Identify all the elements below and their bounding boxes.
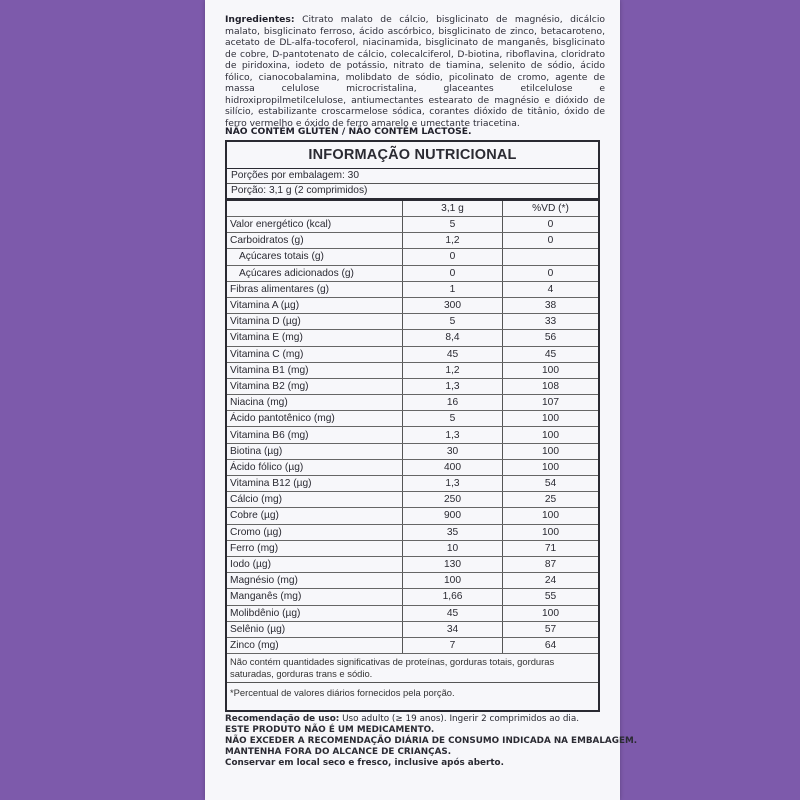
nutrient-amount: 34 (403, 621, 503, 637)
nutrient-name: Ácido pantotênico (mg) (227, 411, 403, 427)
nutrient-name: Iodo (µg) (227, 556, 403, 572)
table-row (227, 217, 598, 233)
daily-value-note: *Percentual de valores diários fornecidos pela porção. (230, 687, 455, 699)
nutrient-amount: 35 (403, 524, 503, 540)
nutrient-name: Cromo (µg) (227, 524, 403, 540)
nutrition-title: INFORMAÇÃO NUTRICIONAL (227, 142, 598, 169)
nutrient-amount: 0 (403, 265, 503, 281)
table-row (227, 540, 598, 556)
nutrient-amount: 130 (403, 556, 503, 572)
nutrient-name: Biotina (µg) (227, 443, 403, 459)
table-row (227, 508, 598, 524)
footer-text (225, 714, 638, 769)
nutrient-name: Vitamina E (mg) (227, 330, 403, 346)
nutrient-name: Ácido fólico (µg) (227, 459, 403, 475)
ingredients-text (225, 14, 605, 129)
nutrient-name: Vitamina B1 (mg) (227, 362, 403, 378)
nutrient-name: Vitamina B2 (mg) (227, 378, 403, 394)
nutrient-vd: 100 (503, 443, 599, 459)
nutrient-amount: 1,66 (403, 589, 503, 605)
nutrient-grid (227, 201, 598, 654)
nutrient-name: Cobre (µg) (227, 508, 403, 524)
nutrient-vd: 0 (503, 265, 599, 281)
nutrient-name: Ferro (mg) (227, 540, 403, 556)
nutrient-vd: 38 (503, 297, 599, 313)
nutrient-vd: 25 (503, 492, 599, 508)
nutrient-name: Valor energético (kcal) (227, 217, 403, 233)
table-row (227, 362, 598, 378)
nutrient-vd: 100 (503, 459, 599, 475)
table-row (227, 589, 598, 605)
nutrient-vd: 100 (503, 508, 599, 524)
table-row (227, 443, 598, 459)
nutrient-name: Cálcio (mg) (227, 492, 403, 508)
nutrient-name: Vitamina A (µg) (227, 297, 403, 313)
header-portion: 3,1 g (403, 201, 503, 217)
nutrient-vd: 107 (503, 395, 599, 411)
table-row (227, 233, 598, 249)
warning-not-medicine: ESTE PRODUTO NÃO É UM MEDICAMENTO. (225, 725, 435, 735)
nutrient-amount: 5 (403, 314, 503, 330)
nutrient-amount: 10 (403, 540, 503, 556)
warning-dosage: NÃO EXCEDER A RECOMENDAÇÃO DIÁRIA DE CONSUMO INDICADA NA EMBALAGEM. (225, 736, 638, 746)
nutrient-name: Niacina (mg) (227, 395, 403, 411)
ingredients-label: Ingredientes: (225, 14, 295, 25)
table-row (227, 524, 598, 540)
ingredients-list: Citrato malato de cálcio, bisglicinato de magnésio, dicálcio malato, bisglicinato ferroso, ácido ascórbico, bisglicinato de zinco, betacaroteno, acetato de DL-alfa-tocoferol, niacinamida, bisglicinato de manganês, bisglicinato de cobre, D-pantotenato de cálcio, colecalciferol, D-biotina, riboflavina, cloridrato de piridoxina, iodeto de potássio, nitrato de tiamina, selenito de sódio, ácido fólico, cianocobalamina, molibdato de sódio, picolinato de cromo, agente de massa celulose microcristalina, glaceantes etilcelulose e hidroxipropilmetilcelulose, antiumectantes estearato de magnésio e dióxido de silício, estabilizante croscarmelose sódica, corantes dióxido de titânio, óxido de ferro vermelho e óxido de ferro amarelo e umectante triacetina. (225, 14, 606, 129)
table-row (227, 265, 598, 281)
nutrient-vd: 56 (503, 330, 599, 346)
table-header-row (227, 201, 598, 217)
nutrient-amount: 300 (403, 297, 503, 313)
nutrient-amount: 5 (403, 217, 503, 233)
nutrient-name: Fibras alimentares (g) (227, 281, 403, 297)
nutrient-vd: 64 (503, 637, 599, 653)
nutrient-vd: 45 (503, 346, 599, 362)
table-row (227, 459, 598, 475)
table-row (227, 378, 598, 394)
servings-per-package: Porções por embalagem: 30 (227, 169, 598, 184)
table-row (227, 297, 598, 313)
nutrient-vd (503, 249, 599, 265)
nutrient-amount: 1,3 (403, 427, 503, 443)
nutrient-vd: 0 (503, 217, 599, 233)
nutrient-amount: 8,4 (403, 330, 503, 346)
nutrient-name: Magnésio (mg) (227, 573, 403, 589)
allergen-notice: NÃO CONTÉM GLÚTEN / NÃO CONTÉM LACTOSE. (225, 126, 472, 137)
nutrient-amount: 30 (403, 443, 503, 459)
nutrient-amount: 900 (403, 508, 503, 524)
nutrient-name: Vitamina B12 (µg) (227, 476, 403, 492)
nutrient-amount: 250 (403, 492, 503, 508)
nutrient-amount: 1,2 (403, 233, 503, 249)
recommendation-line (225, 714, 605, 725)
nutrient-name: Açúcares totais (g) (227, 249, 403, 265)
table-row (227, 346, 598, 362)
nutrient-vd: 0 (503, 233, 599, 249)
nutrient-amount: 7 (403, 637, 503, 653)
nutrient-vd: 100 (503, 524, 599, 540)
table-row (227, 330, 598, 346)
nutrient-amount: 0 (403, 249, 503, 265)
portion-size: Porção: 3,1 g (2 comprimidos) (227, 184, 598, 201)
nutrient-vd: 100 (503, 411, 599, 427)
header-vd: %VD (*) (503, 201, 599, 217)
nutrition-facts-table (225, 140, 600, 712)
table-row (227, 573, 598, 589)
nutrient-name: Molibdênio (µg) (227, 605, 403, 621)
nutrient-vd: 33 (503, 314, 599, 330)
nutrient-vd: 87 (503, 556, 599, 572)
table-row (227, 281, 598, 297)
nutrient-vd: 100 (503, 427, 599, 443)
warning-children: MANTENHA FORA DO ALCANCE DE CRIANÇAS. (225, 747, 452, 757)
nutrient-amount: 1 (403, 281, 503, 297)
nutrient-vd: 100 (503, 362, 599, 378)
nutrient-name: Vitamina D (µg) (227, 314, 403, 330)
nutrient-amount: 45 (403, 346, 503, 362)
nutrient-amount: 45 (403, 605, 503, 621)
table-row (227, 411, 598, 427)
recommendation-label: Recomendação de uso: (225, 714, 340, 724)
nutrient-amount: 1,3 (403, 378, 503, 394)
nutrient-name: Manganês (mg) (227, 589, 403, 605)
insignificant-note: Não contém quantidades significativas de proteínas, gorduras totais, gorduras saturadas, gorduras trans e sódio. (227, 654, 598, 683)
nutrient-amount: 1,3 (403, 476, 503, 492)
nutrient-vd: 108 (503, 378, 599, 394)
nutrient-vd: 100 (503, 605, 599, 621)
nutrient-amount: 1,2 (403, 362, 503, 378)
table-row (227, 556, 598, 572)
table-row (227, 605, 598, 621)
storage-instruction: Conservar em local seco e fresco, inclusive após aberto. (225, 758, 504, 768)
table-row (227, 637, 598, 653)
table-row (227, 249, 598, 265)
nutrient-vd: 57 (503, 621, 599, 637)
table-row (227, 427, 598, 443)
nutrient-vd: 54 (503, 476, 599, 492)
nutrient-vd: 24 (503, 573, 599, 589)
table-row (227, 395, 598, 411)
nutrient-name: Zinco (mg) (227, 637, 403, 653)
nutrient-amount: 100 (403, 573, 503, 589)
nutrient-name: Açúcares adicionados (g) (227, 265, 403, 281)
nutrient-name: Vitamina C (mg) (227, 346, 403, 362)
nutrient-vd: 4 (503, 281, 599, 297)
table-row (227, 492, 598, 508)
table-row (227, 621, 598, 637)
table-row (227, 476, 598, 492)
nutrient-name: Selênio (µg) (227, 621, 403, 637)
recommendation-text: Uso adulto (≥ 19 anos). Ingerir 2 comprimidos ao dia. (342, 714, 580, 724)
nutrient-amount: 5 (403, 411, 503, 427)
nutrient-amount: 16 (403, 395, 503, 411)
nutrient-name: Vitamina B6 (mg) (227, 427, 403, 443)
nutrient-vd: 55 (503, 589, 599, 605)
header-blank (227, 201, 403, 217)
table-row (227, 314, 598, 330)
nutrient-vd: 71 (503, 540, 599, 556)
nutrient-amount: 400 (403, 459, 503, 475)
nutrient-name: Carboidratos (g) (227, 233, 403, 249)
